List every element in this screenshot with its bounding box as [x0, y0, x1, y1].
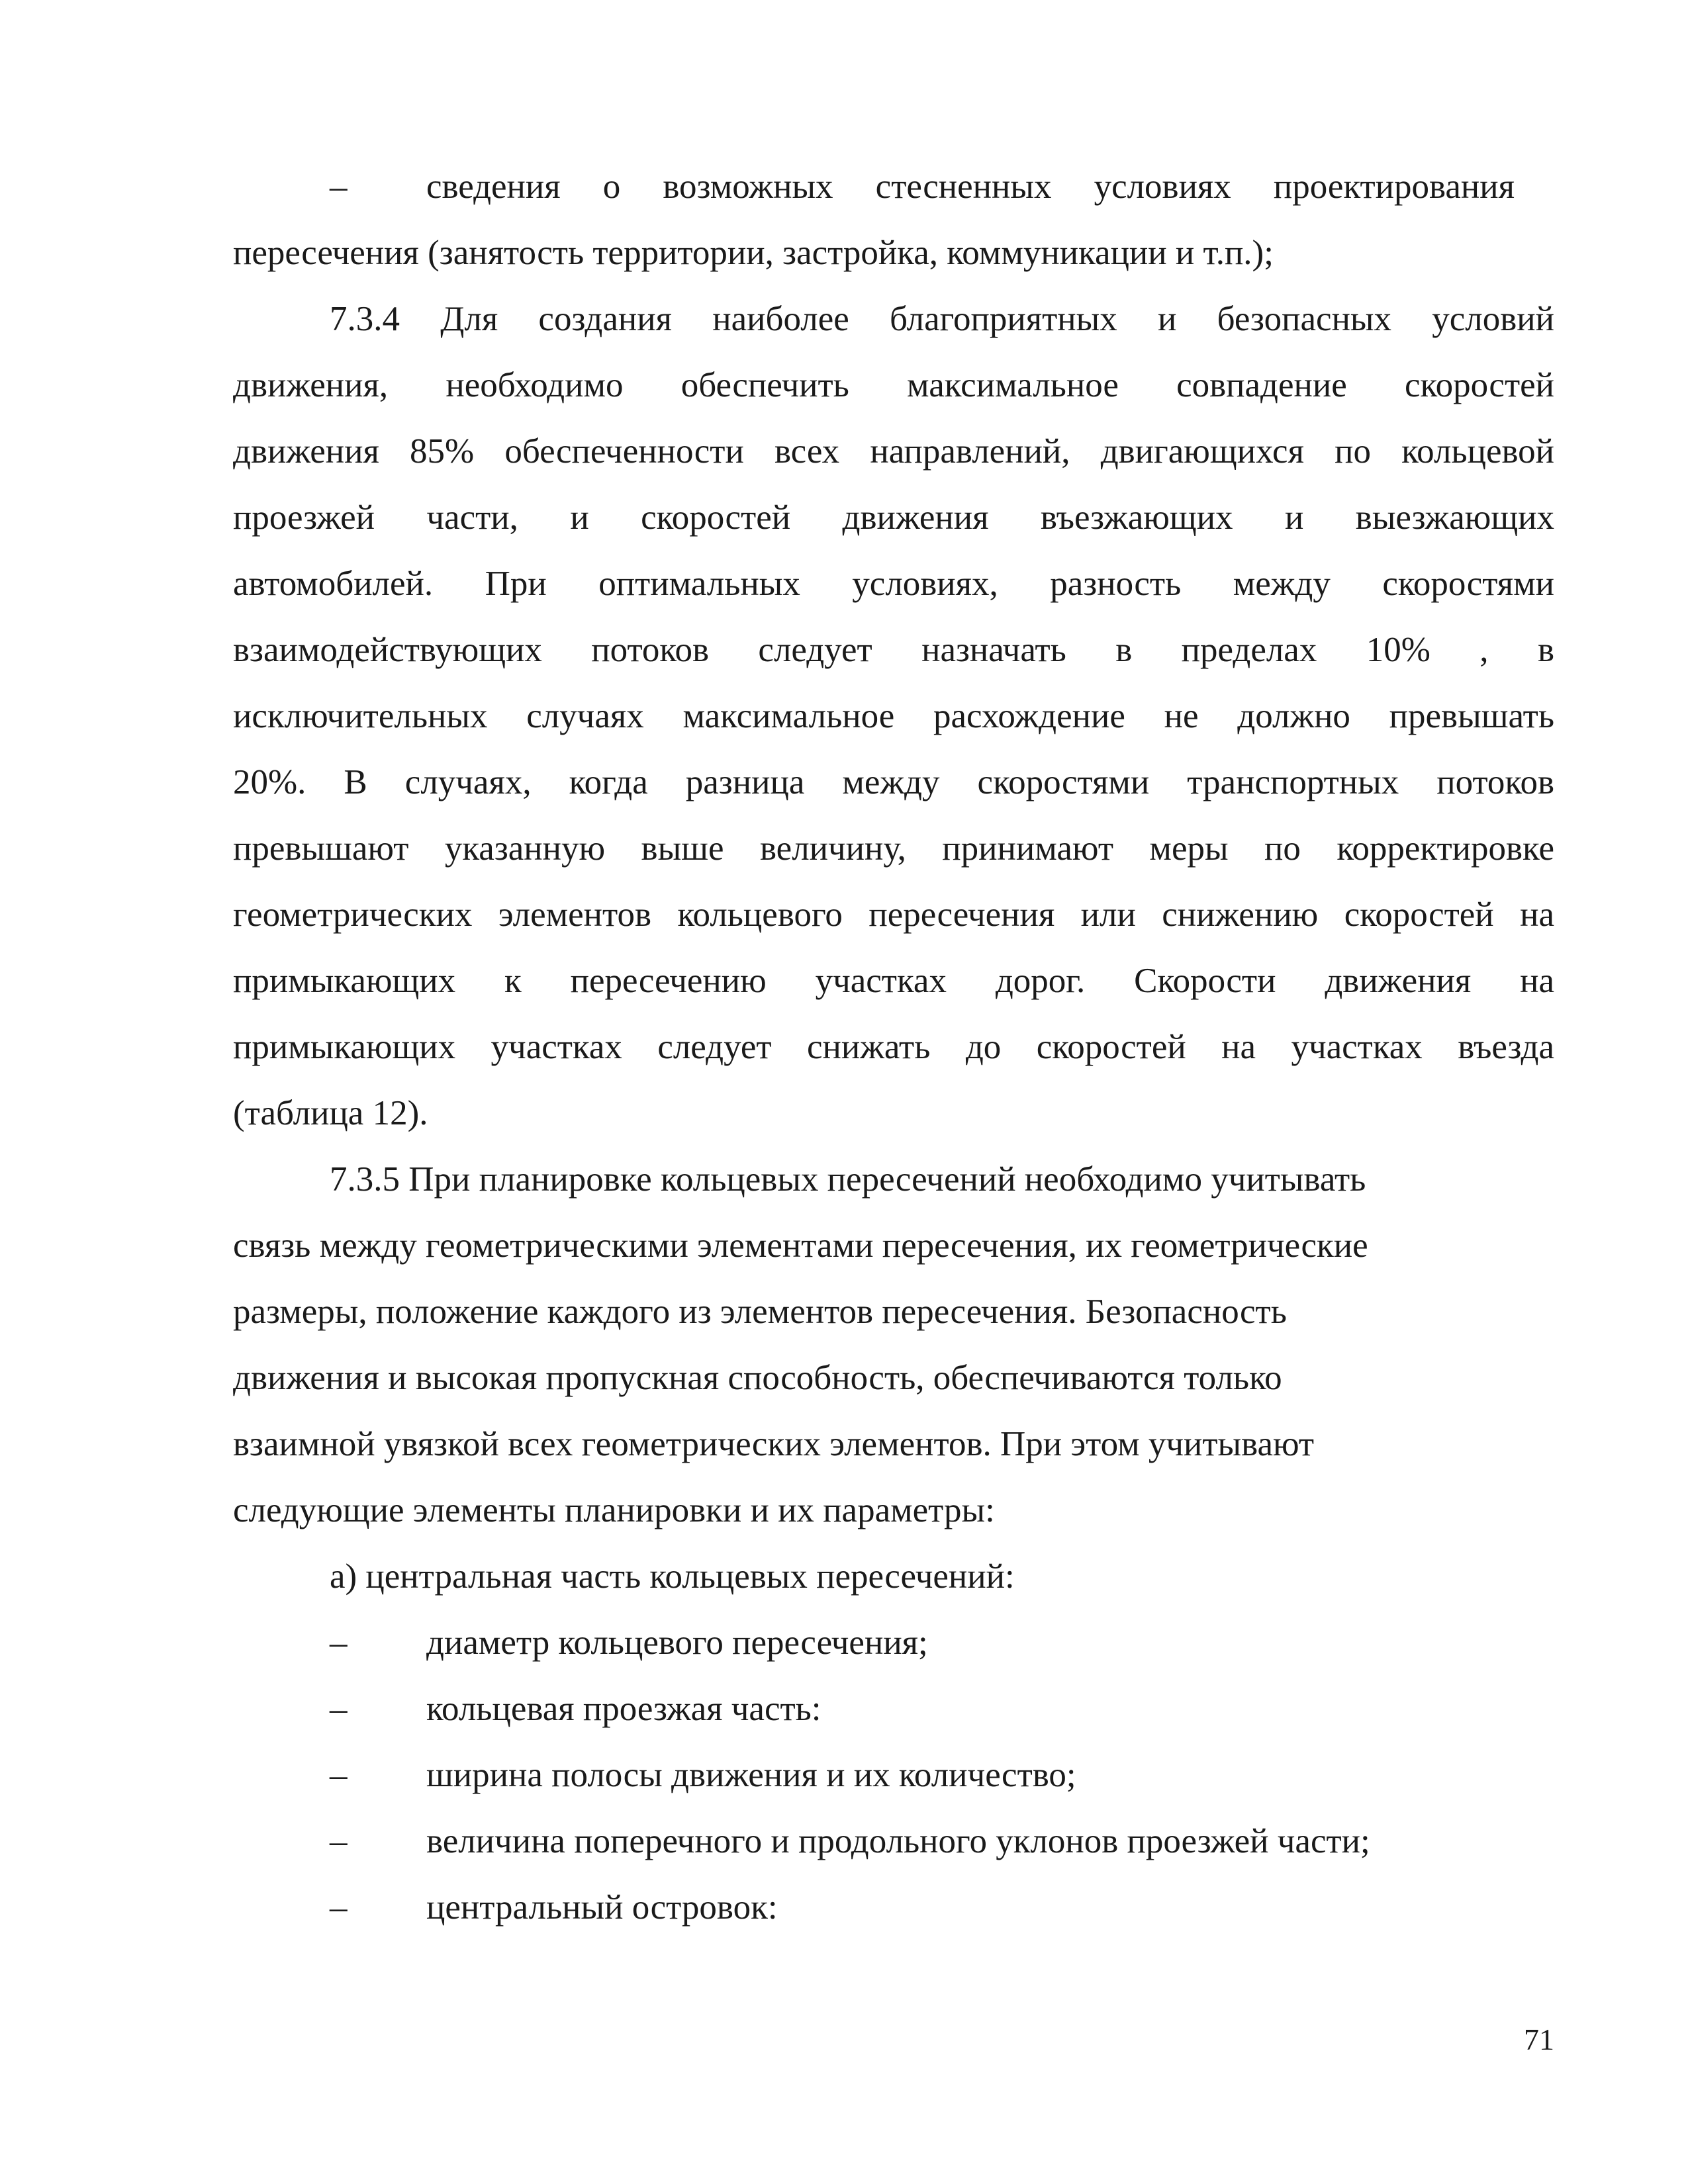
list-item-text: диаметр кольцевого пересечения;	[426, 1623, 928, 1662]
para-735-line-4: движения и высокая пропускная способность, обеспечиваются только	[233, 1359, 1282, 1397]
para-734-line-9: превышают указанную выше величину, принимают меры по корректировке	[233, 829, 1554, 868]
para-735-line-5: взаимной увязкой всех геометрических элементов. При этом учитывают	[233, 1425, 1315, 1463]
list-item	[233, 1808, 1554, 1874]
bullet-conditions-text-line-1: сведения о возможных стесненных условиях проектирования	[426, 167, 1515, 206]
dash-marker: –	[330, 1822, 348, 1860]
para-734-line-3: движения 85% обеспеченности всех направлений, двигающихся по кольцевой	[233, 432, 1554, 471]
bullet-conditions	[233, 154, 1554, 220]
para-734-line-5: автомобилей. При оптимальных условиях, разность между скоростями	[233, 565, 1554, 603]
list-item	[233, 1610, 1554, 1676]
list-item-text: величина поперечного и продольного уклонов проезжей части;	[426, 1822, 1370, 1860]
page-number: 71	[1524, 2023, 1554, 2056]
para-735-line-1: 7.3.5 При планировке кольцевых пересечений необходимо учитывать	[330, 1160, 1366, 1199]
para-734-line-6: взаимодействующих потоков следует назначать в пределах 10% , в	[233, 631, 1554, 669]
para-735-line-3: размеры, положение каждого из элементов пересечения. Безопасность	[233, 1293, 1287, 1331]
list-item	[233, 1676, 1554, 1742]
para-734-line-13: (таблица 12).	[233, 1094, 428, 1132]
body-text	[233, 154, 1554, 1940]
para-734-line-11: примыкающих к пересечению участках дорог. Скорости движения на	[233, 962, 1554, 1000]
subheading-central-part: а) центральная часть кольцевых пересечений:	[330, 1557, 1015, 1596]
list-item-text: ширина полосы движения и их количество;	[426, 1756, 1076, 1794]
dash-marker: –	[330, 167, 348, 206]
para-735-line-2: связь между геометрическими элементами пересечения, их геометрические	[233, 1226, 1368, 1265]
dash-marker: –	[330, 1623, 348, 1662]
para-734-line-8: 20%. В случаях, когда разница между скоростями транспортных потоков	[233, 763, 1554, 801]
list-item	[233, 1742, 1554, 1808]
para-734-line-10: геометрических элементов кольцевого пересечения или снижению скоростей на	[233, 895, 1554, 934]
para-734-line-4: проезжей части, и скоростей движения въезжающих и выезжающих	[233, 498, 1554, 537]
bullet-conditions-text-line-2: пересечения (занятость территории, застройка, коммуникации и т.п.);	[233, 234, 1274, 272]
list-item-text: центральный островок:	[426, 1888, 778, 1927]
para-734-line-7: исключительных случаях максимальное расхождение не должно превышать	[233, 697, 1554, 735]
dash-marker: –	[330, 1888, 348, 1927]
list-item	[233, 1874, 1554, 1940]
para-735-line-6: следующие элементы планировки и их параметры:	[233, 1491, 995, 1529]
para-734-line-1: 7.3.4 Для создания наиболее благоприятных и безопасных условий	[330, 300, 1554, 338]
dash-marker: –	[330, 1690, 348, 1728]
para-734-line-2: движения, необходимо обеспечить максимальное совпадение скоростей	[233, 366, 1554, 404]
list-item-text: кольцевая проезжая часть:	[426, 1690, 821, 1728]
dash-marker: –	[330, 1756, 348, 1794]
para-734-line-12: примыкающих участках следует снижать до скоростей на участках въезда	[233, 1028, 1554, 1066]
